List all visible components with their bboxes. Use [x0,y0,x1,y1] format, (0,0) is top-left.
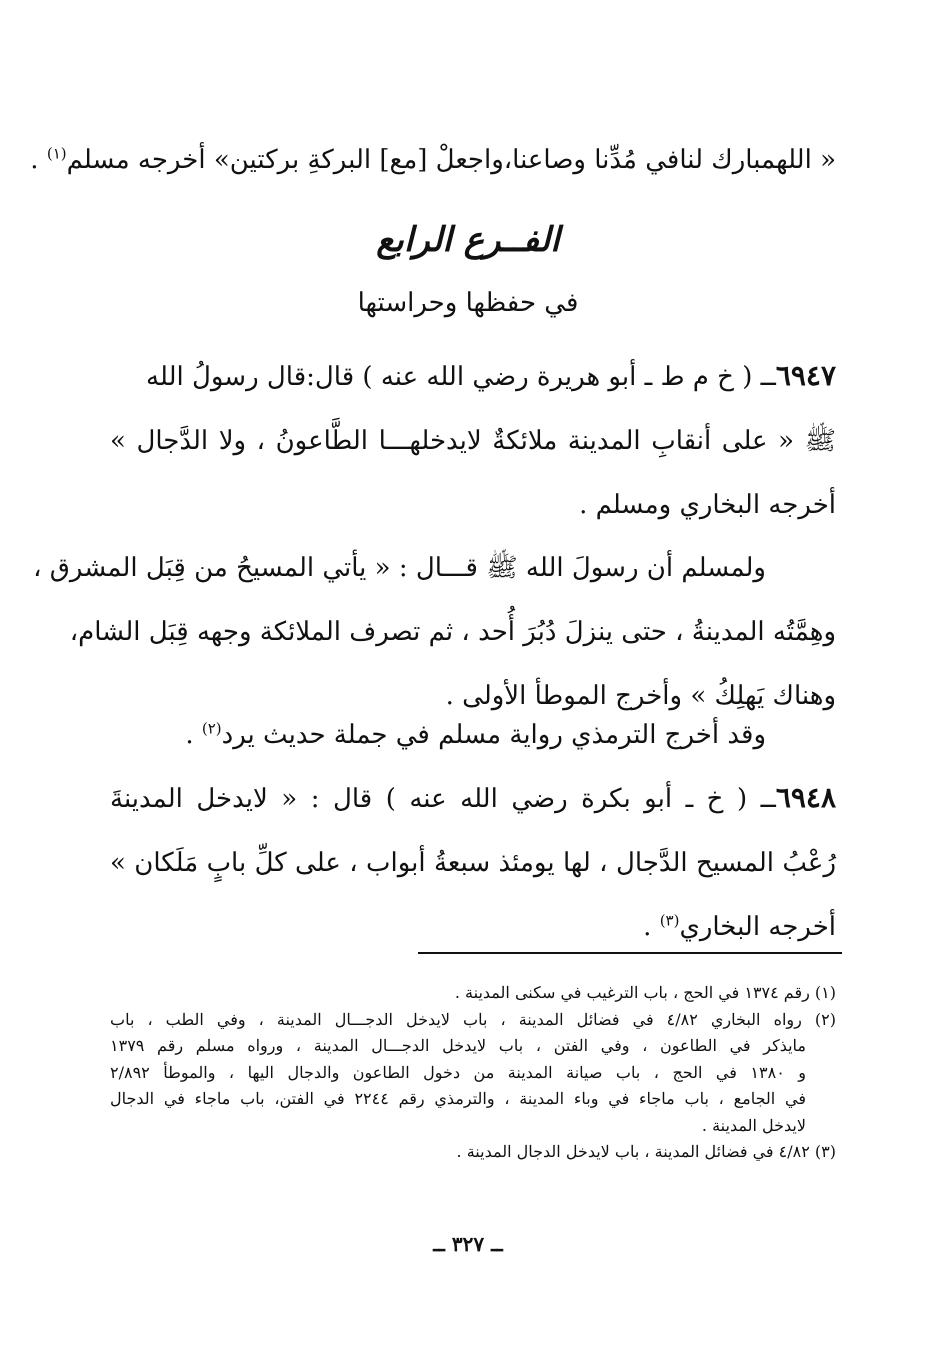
tirmidhi-text: وقد أخرج الترمذي رواية مسلم في جملة حديث يرد [221,720,766,750]
footnote-2-line-4: في الجامع ، باب ماجاء في وباء المدينة ، والترمذي رقم ٢٢٤٤ في الفتن، باب ماجاء في الدجال [110,1089,806,1108]
tirmidhi-line [110,703,836,767]
muslim-narration [33,536,836,728]
hadith-6948-text: أخرجه البخاري [679,912,836,942]
footnote-ref-3: (٣) [659,911,680,930]
muslim-line-3: وهناك يَهلِكُ » وأخرج الموطأ الأولى . [445,681,836,711]
page-number: ــ ٣٢٧ ــ [433,1232,503,1256]
hadith-text: ــ ( خ م ط ـ أبو هريرة رضي الله عنه ) قال:قال رسولُ الله [146,362,776,392]
section-subtitle: في حفظها وحراستها [357,288,579,318]
hadith-6948-line-1 [110,766,836,831]
intro-line [30,128,836,192]
hadith-text: ــ ( خ ـ أبو بكرة رضي الله عنه ) قال : « لايدخل المدينةَ [110,784,776,814]
hadith-6948-end: . [643,912,652,942]
hadith-6947-line-3: أخرجه البخاري ومسلم . [579,490,836,520]
hadith-number: ٦٩٤٧ [775,359,836,392]
hadith-6947-line-1 [110,344,836,409]
hadith-6948 [110,766,836,959]
footnote-2-line-1: (٢) رواه البخاري ٤/٨٢ في فضائل المدينة ، باب لايدخل الدجـــال المدينة ، وفي الطب ، باب [110,1009,836,1029]
footnotes [110,980,836,1166]
footnote-1: (١) رقم ١٣٧٤ في الحج ، باب الترغيب في سكنى المدينة . [454,983,836,1002]
footnote-ref-2: (٢) [201,719,222,738]
hadith-6948-line-3 [110,895,836,959]
hadith-number: ٦٩٤٨ [775,781,836,814]
hadith-6947 [110,344,836,537]
footnote-ref-1: (١) [46,144,67,163]
hadith-6947-line-2: ﷺ « على أنقابِ المدينة ملائكةٌ لايدخلهـــا الطَّاعونُ ، ولا الدَّجال » [110,426,836,456]
footnote-separator [418,952,842,954]
hadith-6948-line-2: رُعْبُ المسيح الدَّجال ، لها يومئذ سبعةُ أبواب ، على كلِّ بابٍ مَلَكان » [110,848,836,878]
muslim-line-2: وهِمَّتُه المدينةُ ، حتى ينزلَ دُبُرَ أُحد ، ثم تصرف الملائكة وجهه قِبَل الشام، [69,617,836,647]
intro-text: « اللهمبارك لنافي مُدِّنا وصاعنا،واجعلْ [مع] البركةِ بركتين» أخرجه مسلم [66,145,836,175]
section-title: الفــرع الرابع [376,220,560,260]
footnote-2-line-5: لايدخل المدينة . [701,1115,806,1135]
tirmidhi-note [110,703,836,767]
tirmidhi-end: . [185,720,194,750]
intro-end: . [30,145,39,175]
footnote-3: (٣) ٤/٨٢ في فضائل المدينة ، باب لايدخل الدجال المدينة . [456,1142,836,1161]
intro-paragraph [30,128,836,192]
muslim-line-1: ولمسلم أن رسولَ الله ﷺ قـــال : « يأتي المسيحُ من قِبَل المشرق ، [33,553,766,583]
footnote-2-line-3: و ١٣٨٠ في الحج ، باب صيانة المدينة من دخول الطاعون والدجال اليها ، والموطأ ٢/٨٩٢ [110,1062,806,1082]
footnote-2-line-2: مايذكر في الطاعون ، وفي الفتن ، باب لايدخل الدجـــال المدينة ، ورواه مسلم رقم ١٣٧٩ [110,1036,806,1055]
